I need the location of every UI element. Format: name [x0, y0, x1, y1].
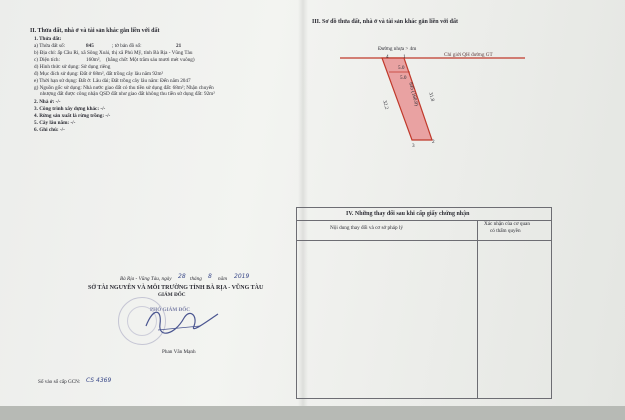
origin-line-1: g) Nguồn gốc sử dụng: Nhà nước giao đất có thu tiền sử dụng đất: 68m²; Nhận chuyển [34, 85, 214, 91]
signature-icon [140, 296, 230, 340]
date-year-label: năm [218, 276, 227, 282]
map-no-label: ; tờ bản đồ số: [112, 43, 142, 49]
role-deputy-director: PHÓ GIÁM ĐỐC [150, 307, 191, 313]
area-words: (bằng chữ: Một trăm sáu mươi mét vuông) [106, 57, 195, 63]
date-year: 2019 [234, 273, 250, 280]
section-2-title: II. Thửa đất, nhà ở và tài sản khác gắn liền với đất [30, 28, 160, 34]
col-confirm-line1: Xác nhận của cơ quan [484, 221, 530, 227]
section-4-title: IV. Những thay đổi sau khi cấp giấy chứng nhận [346, 211, 470, 217]
signer-name: Phan Văn Mạnh [162, 349, 196, 355]
parcel-shape [382, 58, 436, 140]
changes-table-divider [477, 220, 478, 398]
item-2-house: 2. Nhà ở: -/- [34, 99, 61, 105]
corner-4: 4 [386, 54, 389, 60]
dim-right: 31.8 [427, 91, 436, 103]
corner-3: 3 [412, 143, 415, 149]
area-value: 160m², [86, 57, 101, 63]
usage-purpose-line: đ) Mục đích sử dụng: Đất ở 68m², đất trồng cây lâu năm 92m² [34, 71, 164, 77]
date-month-label: tháng [190, 276, 202, 282]
address-line: b) Địa chỉ: ấp Cầu Ri, xã Sông Xoài, thị xã Phú Mỹ, tỉnh Bà Rịa - Vũng Tàu [34, 50, 193, 56]
register-number: CS 4369 [86, 377, 112, 384]
register-label: Số vào sổ cấp GCN: [38, 379, 81, 385]
changes-table-header [297, 208, 551, 221]
item-6-note: 6. Ghi chú: -/- [34, 127, 65, 133]
col-change-content: Nội dung thay đổi và cơ sở pháp lý [330, 225, 403, 231]
map-no-value: 21 [176, 43, 182, 49]
date-day: 28 [178, 273, 186, 280]
issuing-authority: SỞ TÀI NGUYÊN VÀ MÔI TRƯỜNG TỈNH BÀ RỊA - VŨNG TÀU [88, 285, 264, 291]
parcel-no-label: a) Thửa đất số: [34, 43, 66, 49]
parcel-label: 845 (160.0) [407, 81, 420, 107]
changes-table [296, 207, 552, 399]
date-month: 8 [208, 273, 212, 280]
road-label: Đường nhựa > 4m [378, 46, 417, 52]
item-5-perennial: 5. Cây lâu năm: -/- [34, 120, 76, 126]
item-3-construction: 3. Công trình xây dựng khác: -/- [34, 106, 106, 112]
dim-top: 5.0 [398, 65, 405, 71]
boundary-label: Chỉ giới QH đường GT [444, 52, 493, 58]
parcel-no-value: 845 [86, 43, 94, 49]
item-1-title: 1. Thửa đất: [34, 36, 62, 42]
section-3-title: III. Sơ đồ thửa đất, nhà ở và tài sản khác gắn liền với đất [312, 19, 458, 25]
origin-line-2: nhượng đất được công nhận QSD đất như giao đất không thu tiền sử dụng đất: 92m² [40, 91, 215, 97]
role-director: GIÁM ĐỐC [158, 292, 186, 298]
dim-mid: 5.0 [400, 75, 407, 81]
item-4-forest: 4. Rừng sản xuất là rừng trồng: -/- [34, 113, 111, 119]
dim-left: 32.2 [381, 99, 390, 111]
area-label: c) Diện tích: [34, 57, 60, 63]
corner-1: 1 [403, 54, 406, 60]
desk-edge [0, 406, 625, 420]
changes-table-subheader-line [297, 240, 551, 241]
col-confirm-line2: có thẩm quyền [490, 228, 521, 234]
usage-form-line: d) Hình thức sử dụng: Sử dụng riêng [34, 64, 111, 70]
usage-term-line: e) Thời hạn sử dụng: Đất ở: Lâu dài; Đất trồng cây lâu năm: Đến năm 2047 [34, 78, 191, 84]
date-prefix: Bà Rịa - Vũng Tàu, ngày [120, 276, 172, 282]
corner-2: 2 [432, 139, 435, 145]
